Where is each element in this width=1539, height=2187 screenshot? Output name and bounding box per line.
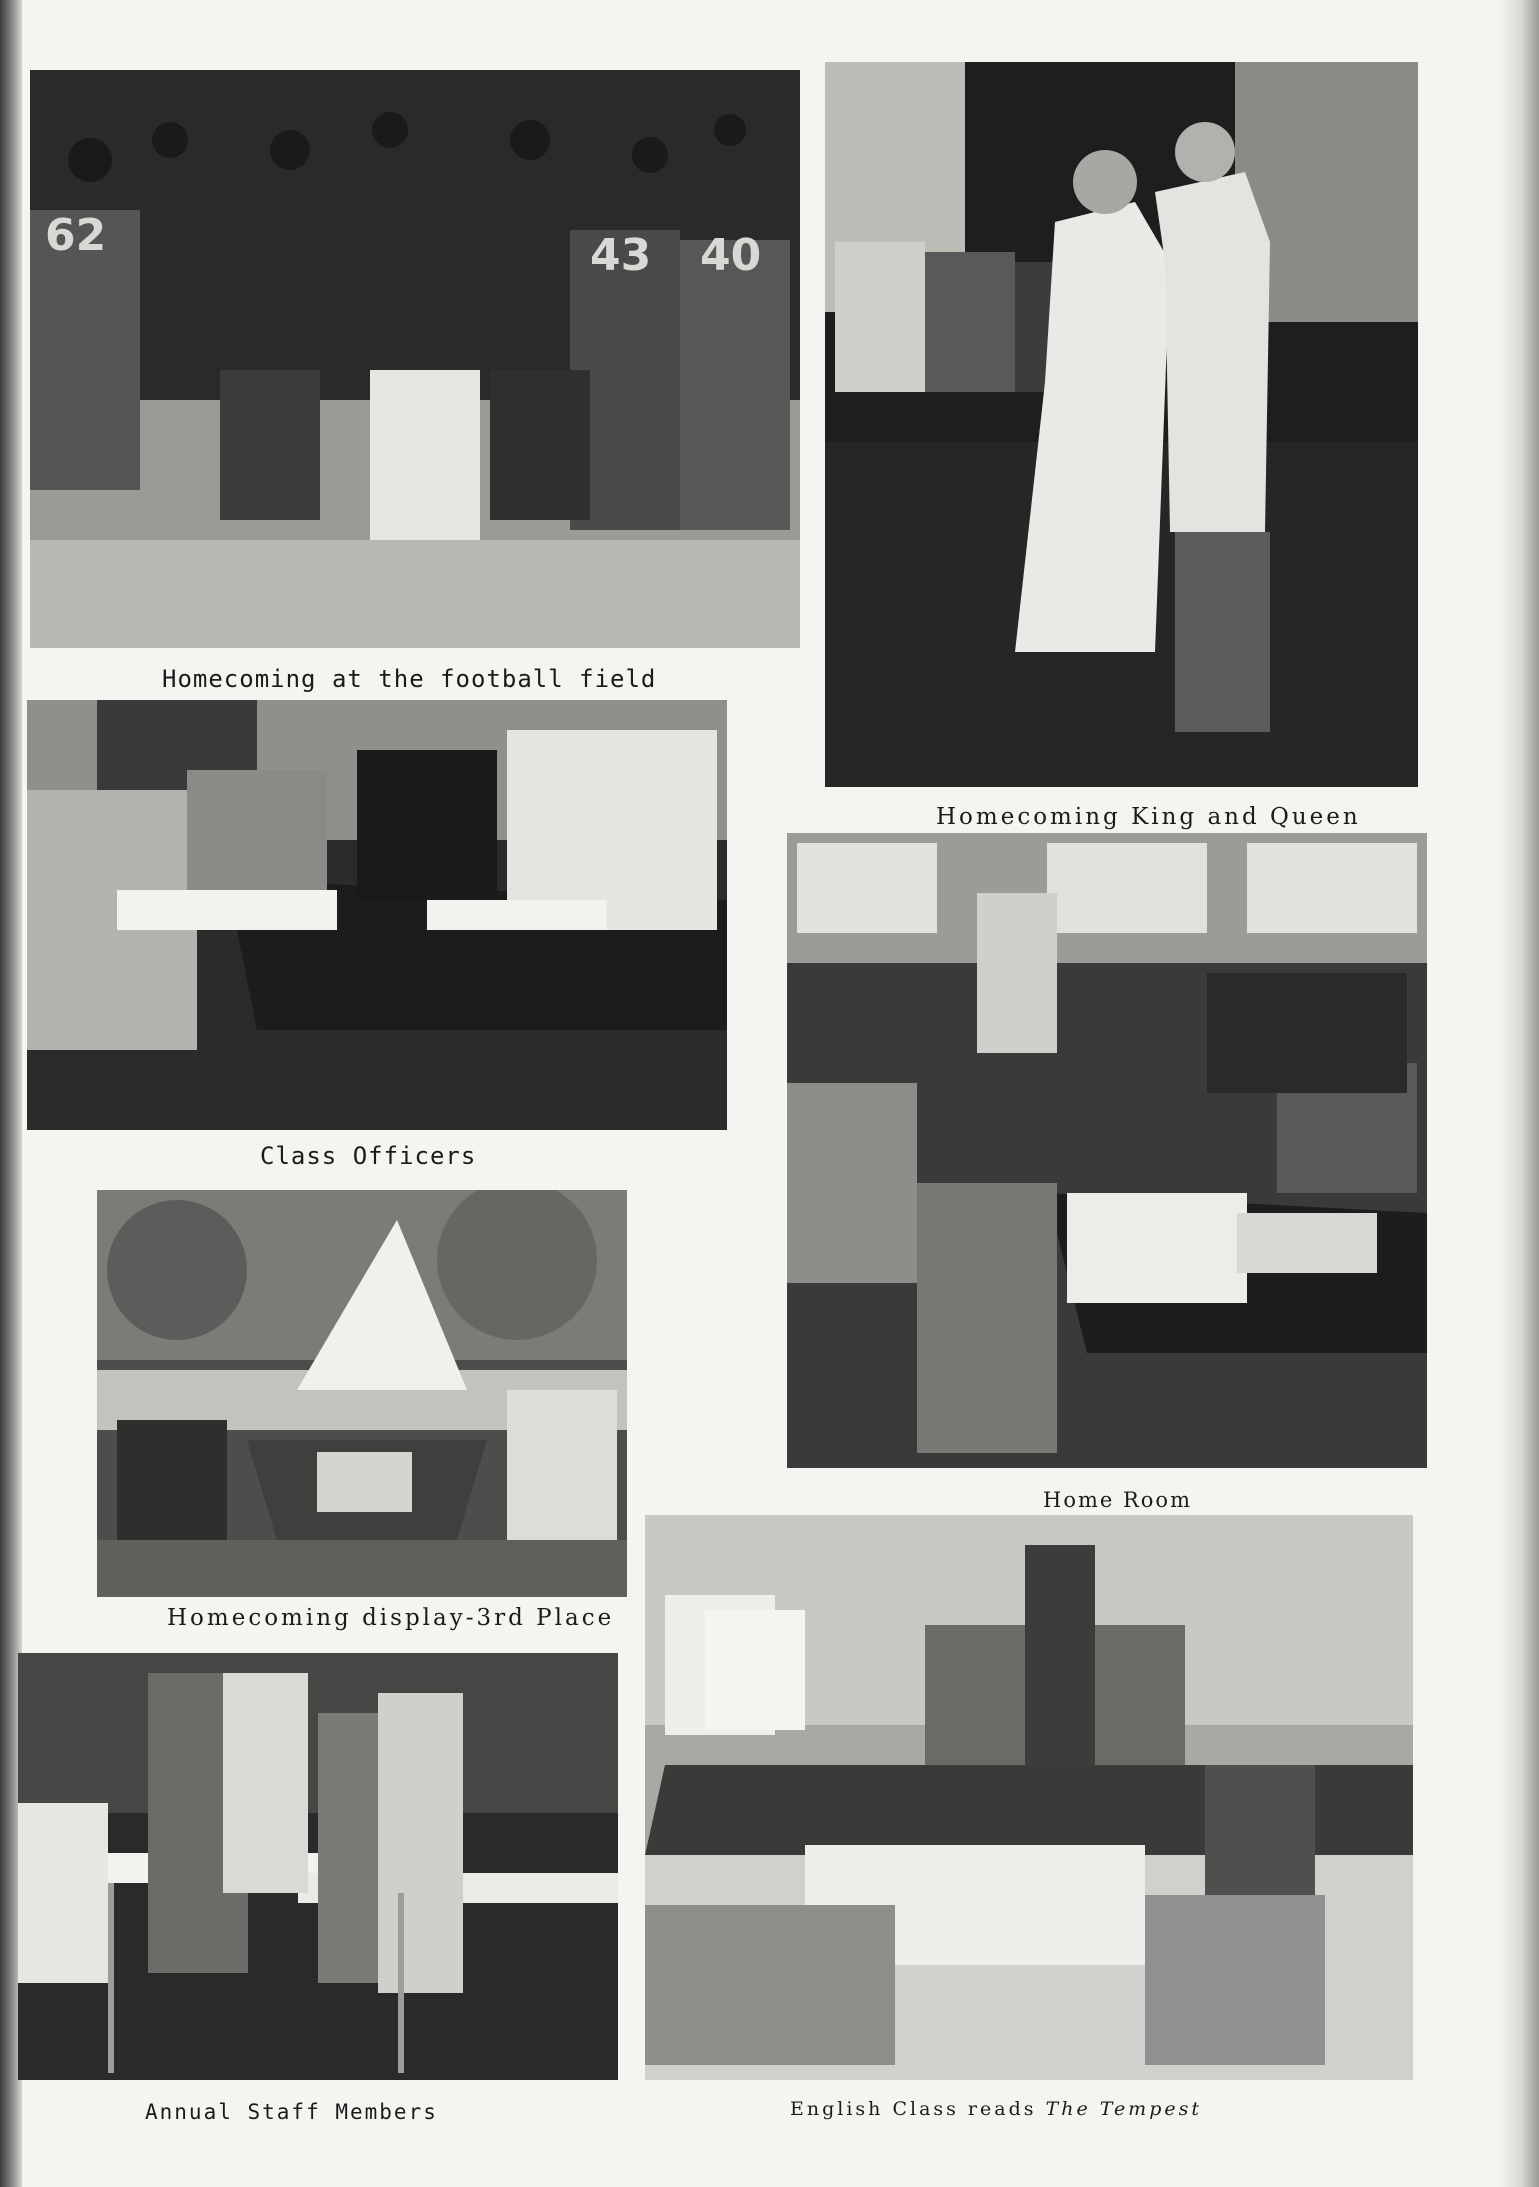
photo-homecoming-display-image — [97, 1190, 627, 1597]
caption-homecoming-football-field: Homecoming at the football field — [162, 665, 657, 693]
caption-english-class-prefix: English Class reads — [790, 2098, 1037, 2120]
photo-homecoming-king-queen-image — [825, 62, 1418, 787]
photo-class-officers-image — [27, 700, 727, 1130]
photo-home-room — [787, 833, 1427, 1468]
jersey-number-43: 43 — [590, 230, 652, 281]
photo-home-room-image — [787, 833, 1427, 1468]
jersey-number-62: 62 — [45, 210, 107, 261]
photo-homecoming-display — [97, 1190, 627, 1597]
photo-english-class — [645, 1515, 1413, 2080]
photo-annual-staff — [18, 1653, 618, 2080]
caption-homecoming-king-queen: Homecoming King and Queen — [936, 804, 1361, 830]
caption-annual-staff: Annual Staff Members — [145, 2100, 438, 2124]
caption-homecoming-display: Homecoming display-3rd Place — [167, 1605, 615, 1631]
caption-english-class-title: The Tempest — [1045, 2098, 1202, 2120]
photo-homecoming-king-queen — [825, 62, 1418, 787]
photo-english-class-image — [645, 1515, 1413, 2080]
caption-english-class — [790, 2098, 1202, 2120]
photo-class-officers — [27, 700, 727, 1130]
caption-home-room: Home Room — [1043, 1488, 1192, 1512]
page-binding-shadow-right — [1499, 0, 1539, 2187]
caption-class-officers: Class Officers — [260, 1142, 477, 1170]
photo-annual-staff-image — [18, 1653, 618, 2080]
photo-homecoming-football-field — [30, 70, 800, 648]
photo-homecoming-football-field-image — [30, 70, 800, 648]
jersey-number-40: 40 — [700, 230, 762, 281]
